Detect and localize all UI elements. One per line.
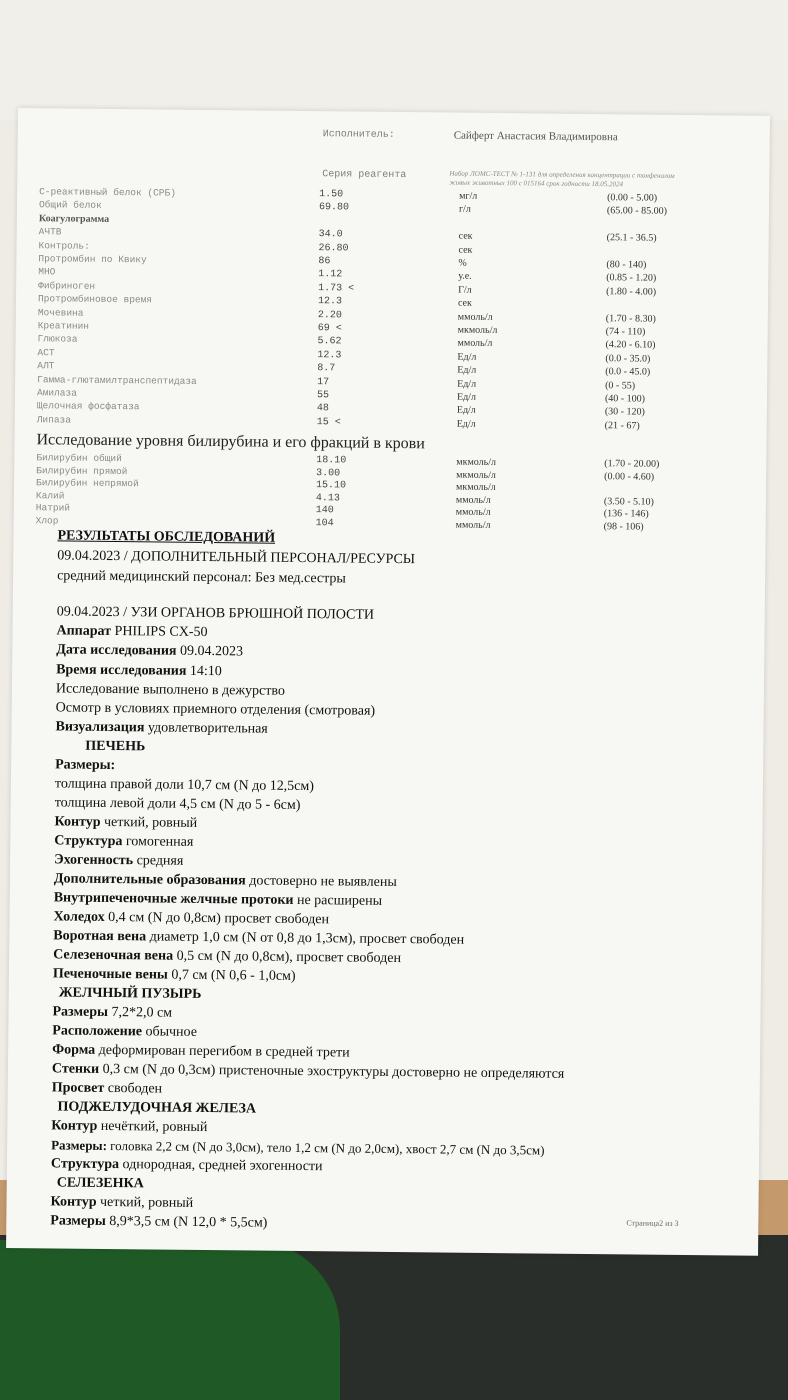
portal-label: Воротная вена: [53, 928, 147, 945]
row-name: Контроль:: [38, 239, 90, 252]
row-value: 8.7: [317, 363, 336, 375]
row-reference: (25.1 - 36.5): [606, 232, 657, 244]
spleen-title: [57, 1173, 144, 1193]
row-name: Липаза: [36, 414, 72, 426]
row-name: Протромбин по Квику: [38, 253, 147, 266]
duty-text: Исследование выполнено в дежурство: [55, 681, 285, 699]
row-reference: (21 - 67): [604, 419, 640, 432]
gb-pos-value: обычное: [145, 1024, 198, 1040]
background-wall: [0, 0, 788, 120]
row-value: 15 <: [316, 416, 341, 429]
liver-left: толщина левой доли 4,5 см (N до 5 - 6см): [54, 795, 301, 813]
row-name: Гамма-глютамилтранспептидаза: [37, 373, 197, 387]
row-unit: Ед/л: [456, 391, 477, 403]
liver-title: [85, 737, 145, 757]
row-name: Хлор: [35, 515, 59, 527]
vis-label: Визуализация: [55, 719, 145, 736]
row-unit: мкмоль/л: [456, 469, 496, 481]
choledoch-value: 0,4 см (N до 0,8см) просвет свободен: [108, 909, 330, 928]
row-name: МНО: [38, 266, 56, 278]
gb-lumen-label: Просвет: [51, 1080, 105, 1096]
hepatic-veins-label: Печеночные вены: [52, 966, 168, 983]
pan-contour-label: Контур: [51, 1118, 98, 1134]
echo-row: [54, 850, 183, 870]
row-value: 34.0: [318, 229, 343, 241]
row-value: 5.62: [317, 336, 342, 348]
splenic-vein-value: 0,5 см (N до 0,8см), просвет свободен: [176, 948, 402, 967]
date-row: [56, 640, 243, 661]
pan-struct-value: однородная, средней эхогенности: [122, 1157, 323, 1175]
row-name: АЛТ: [37, 360, 55, 372]
row-name: Мочевина: [37, 306, 84, 319]
row-name: АСТ: [37, 347, 55, 359]
structure-label: Структура: [54, 833, 123, 850]
time-label: Время исследования: [56, 662, 187, 679]
row-unit: мкмоль/л: [456, 456, 497, 469]
row-name: Амилаза: [36, 387, 77, 399]
liver-title-text: ПЕЧЕНЬ: [85, 738, 146, 755]
ducts-label: Внутрипеченочные желчные протоки: [53, 890, 294, 908]
choledoch-label: Холедох: [53, 909, 105, 925]
row-name: Билирубин общий: [36, 452, 122, 465]
reagent-note-1: Набор ЛОМС-ТЕСТ № 1-131 для определения концентрации с тонфенолом: [449, 169, 675, 180]
document-page: [6, 108, 770, 1256]
row-reference: (0.85 - 1.20): [606, 272, 657, 285]
pan-contour-value: нечёткий, ровный: [100, 1118, 208, 1136]
executor-label: Исполнитель:: [322, 129, 395, 141]
contour-value: четкий, ровный: [103, 814, 198, 831]
row-reference: (98 - 106): [603, 521, 644, 533]
echo-label: Эхогенность: [54, 852, 134, 869]
time-value: 14:10: [189, 663, 222, 680]
splenic-vein-label: Селезеночная вена: [53, 947, 174, 964]
row-value: 1.12: [318, 269, 343, 281]
results-title: [57, 526, 275, 547]
row-name: АЧТВ: [38, 226, 62, 238]
gb-title: [59, 983, 202, 1003]
gb-form-value: деформирован перегибом в средней трети: [98, 1042, 350, 1061]
portal-value: диаметр 1,0 см (N от 0,8 до 1,3см), просвет свободен: [149, 929, 465, 948]
row-reference: (0.00 - 5.00): [607, 192, 658, 204]
row-name: Натрий: [35, 502, 71, 514]
row-value: 1.73 <: [318, 282, 355, 295]
gb-size-label: Размеры: [52, 1004, 109, 1020]
sizes-label: [55, 755, 115, 775]
gb-lumen-row: [52, 1078, 163, 1098]
sp-size-row: [50, 1211, 267, 1232]
row-value: 48: [316, 403, 329, 415]
row-value: 104: [315, 518, 334, 530]
uzi-line: 09.04.2023 / УЗИ ОРГАНОВ БРЮШНОЙ ПОЛОСТИ: [56, 604, 375, 623]
row-unit: ммоль/л: [455, 494, 491, 506]
row-reference: (65.00 - 85.00): [606, 205, 668, 218]
pancreas-title: [57, 1097, 256, 1118]
sizes-label-text: Размеры:: [55, 757, 116, 774]
row-name: Глюкоза: [37, 333, 78, 346]
row-unit: Ед/л: [456, 418, 476, 430]
row-reference: (4.20 - 6.10): [605, 339, 656, 352]
row-unit: Г/л: [458, 284, 472, 296]
row-unit: Ед/л: [457, 351, 477, 363]
row-unit: ммоль/л: [455, 506, 491, 519]
row-value: 3.00: [316, 467, 341, 479]
structure-value: гомогенная: [125, 834, 194, 850]
row-unit: ммоль/л: [457, 338, 493, 350]
row-reference: (80 - 140): [606, 259, 647, 271]
sp-size-value: 8,9*3,5 см (N 12,0 * 5,5см): [109, 1214, 268, 1231]
device-label: Аппарат: [56, 623, 112, 640]
pan-struct-label: Структура: [50, 1156, 120, 1173]
row-reference: (0 - 55): [605, 379, 636, 392]
device-value: PHILIPS CX-50: [114, 624, 208, 641]
contour-label: Контур: [54, 814, 101, 830]
echo-value: средняя: [136, 853, 184, 869]
spleen-title-text: СЕЛЕЗЕНКА: [56, 1175, 144, 1192]
sp-contour-value: четкий, ровный: [99, 1194, 194, 1211]
row-value: 18.10: [316, 455, 347, 467]
row-reference: (74 - 110): [605, 326, 646, 338]
row-name: Калий: [35, 490, 65, 502]
gb-pos-label: Расположение: [52, 1023, 143, 1040]
row-value: 69.80: [318, 202, 350, 214]
staff-text: средний медицинский персонал: Без мед.сестры: [57, 568, 346, 587]
sp-contour-label: Контур: [50, 1194, 97, 1210]
add-label: Дополнительные образования: [53, 871, 246, 889]
row-reference: (1.70 - 8.30): [605, 312, 656, 325]
reagent-label: Серия реагента: [322, 169, 407, 182]
row-unit: у.е.: [458, 271, 472, 283]
row-name: С-реактивный белок (СРБ): [39, 186, 177, 199]
row-reference: (136 - 146): [603, 508, 649, 521]
gb-form-label: Форма: [52, 1042, 96, 1058]
date-value: 09.04.2023: [179, 643, 244, 660]
vis-row: [55, 717, 267, 738]
row-unit: сек: [458, 244, 473, 256]
row-reference: (0.0 - 35.0): [605, 352, 651, 365]
page-number: Страница2 из 3: [626, 1218, 679, 1228]
staff-line: 09.04.2023 / ДОПОЛНИТЕЛЬНЫЙ ПЕРСОНАЛ/РЕСУРСЫ: [57, 548, 416, 568]
vis-value: удовлетворительная: [147, 720, 268, 737]
row-reference: (1.70 - 20.00): [604, 458, 660, 470]
row-reference: (0.0 - 45.0): [605, 366, 651, 378]
row-name: Щелочная фосфатаза: [36, 400, 140, 413]
hepatic-veins-value: 0,7 см (N 0,6 - 1,0см): [171, 967, 296, 984]
executor-name: Сайферт Анастасия Владимировна: [453, 129, 618, 144]
row-unit: мкмоль/л: [457, 324, 498, 337]
pan-size-label: Размеры:: [51, 1137, 108, 1153]
add-value: достоверно не выявлены: [249, 873, 397, 891]
row-unit: сек: [457, 297, 472, 309]
row-value: 12.3: [317, 349, 342, 362]
sp-size-label: Размеры: [50, 1213, 106, 1229]
device-row: [56, 621, 207, 642]
row-value: 69 <: [317, 323, 342, 335]
row-unit: ммоль/л: [457, 311, 493, 323]
gb-wall-label: Стенки: [51, 1061, 100, 1077]
row-unit: %: [458, 257, 467, 269]
row-reference: (1.80 - 4.00): [606, 285, 657, 298]
row-value: 86: [318, 256, 331, 268]
background-green-object: [0, 1240, 340, 1400]
row-reference: (3.50 - 5.10): [603, 495, 654, 508]
row-reference: (0.00 - 4.60): [604, 470, 655, 483]
row-reference: (30 - 120): [604, 406, 645, 418]
gb-wall-value: 0,3 см (N до 0,3см) пристеночные эхоструктуры достоверно не определяются: [102, 1061, 565, 1082]
time-row: [56, 660, 222, 681]
gb-lumen-value: свободен: [107, 1080, 163, 1097]
row-value: 15.10: [316, 480, 347, 492]
liver-right: толщина правой доли 10,7 см (N до 12,5см): [54, 776, 315, 795]
sp-contour-row: [50, 1192, 193, 1212]
row-value: 2.20: [317, 309, 342, 321]
row-name: Билирубин прямой: [36, 464, 128, 477]
row-unit: Ед/л: [457, 364, 477, 377]
row-reference: (40 - 100): [604, 393, 646, 405]
date-label: Дата исследования: [56, 642, 177, 659]
row-value: 12.3: [317, 296, 343, 308]
row-unit: Ед/л: [457, 378, 477, 390]
row-value: 17: [317, 376, 330, 388]
gb-title-text: ЖЕЛЧНЫЙ ПУЗЫРЬ: [58, 985, 202, 1002]
row-value: 4.13: [315, 492, 340, 505]
hepatic-veins-row: [53, 964, 296, 986]
row-unit: г/л: [458, 204, 471, 216]
pan-contour-row: [51, 1116, 207, 1137]
contour-row: [54, 812, 197, 832]
results-title-text: РЕЗУЛЬТАТЫ ОБСЛЕДОВАНИЙ: [57, 528, 276, 546]
gb-size-value: 7,2*2,0 см: [111, 1005, 173, 1021]
row-value: 1.50: [319, 189, 344, 201]
row-name: Креатинин: [37, 320, 90, 332]
row-value: 55: [316, 390, 330, 402]
row-name: Коагулограмма: [38, 213, 110, 225]
row-name: Фибриноген: [38, 280, 96, 292]
reagent-note-2: живых животных 100 с 015164 срок годности 18.05.2024: [449, 178, 624, 189]
exam-text: Осмотр в условиях приемного отделения (смотровая): [55, 700, 376, 719]
row-unit: мг/л: [459, 190, 478, 202]
structure-row: [54, 831, 193, 851]
pan-size-value: головка 2,2 см (N до 3,0см), тело 1,2 см (N до 2,0см), хвост 2,7 см (N до 3,5см): [110, 1138, 545, 1158]
gb-size-row: [52, 1002, 172, 1022]
row-unit: Ед/л: [456, 405, 476, 417]
bilirubin-title: Исследование уровня билирубина и его фракций в крови: [36, 431, 425, 453]
row-name: Общий белок: [38, 199, 102, 212]
gb-pos-row: [52, 1021, 197, 1042]
row-value: 140: [315, 505, 334, 517]
pancreas-title-text: ПОДЖЕЛУДОЧНАЯ ЖЕЛЕЗА: [57, 1099, 257, 1117]
row-value: 26.80: [318, 242, 349, 255]
ducts-value: не расширены: [296, 892, 383, 909]
row-unit: сек: [458, 230, 473, 242]
row-name: Протромбиновое время: [37, 293, 153, 306]
row-unit: ммоль/л: [455, 519, 491, 531]
row-unit: мкмоль/л: [455, 481, 496, 494]
row-name: Билирубин непрямой: [36, 477, 139, 490]
